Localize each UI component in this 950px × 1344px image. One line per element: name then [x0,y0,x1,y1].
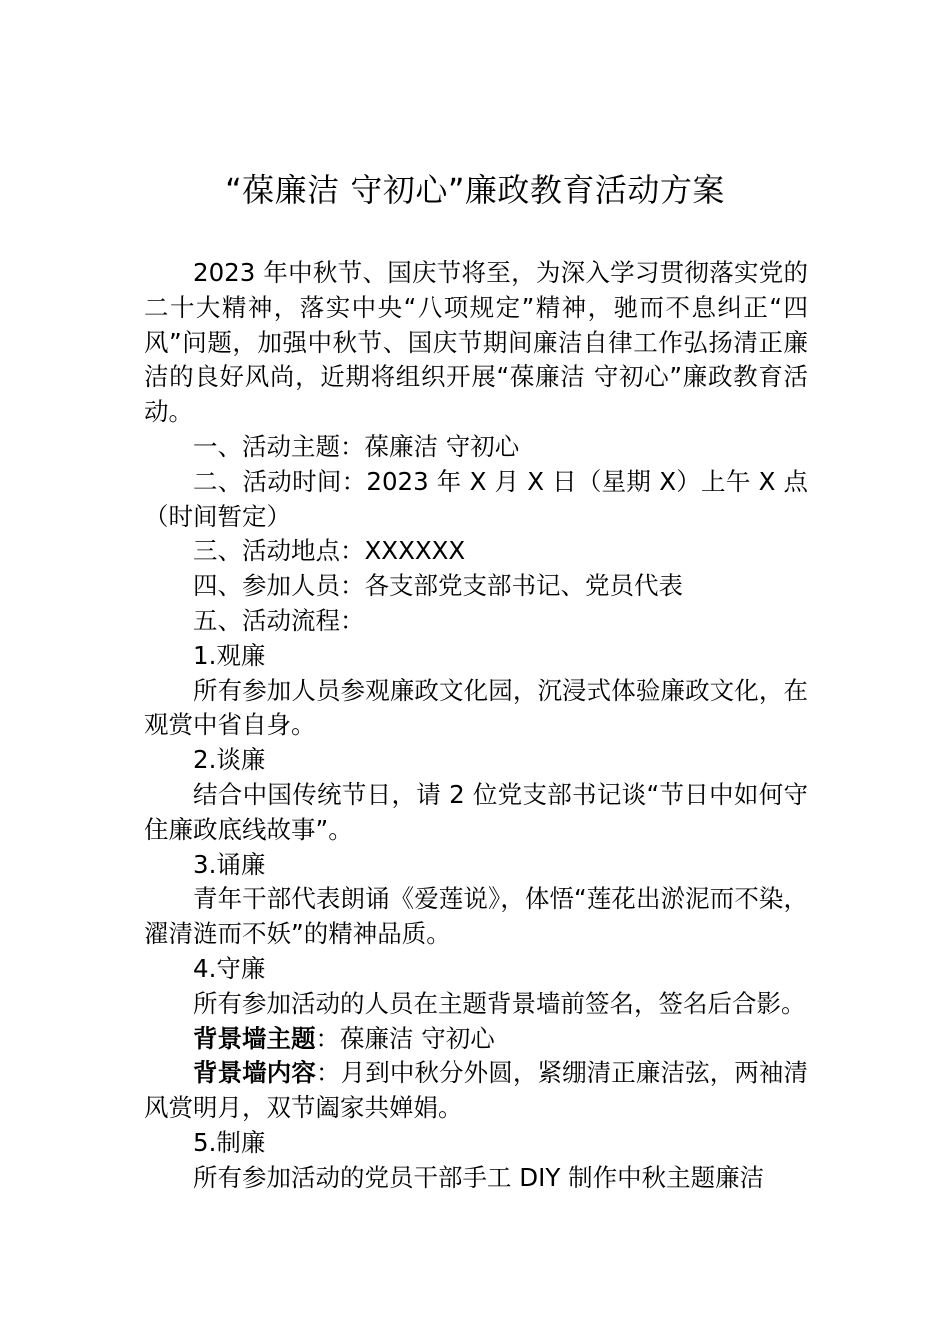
step-3-text: 青年干部代表朗诵《爱莲说》，体悟“莲花出淤泥而不染，濯清涟而不妖”的精神品质。 [144,884,808,949]
step-4-title: 4.守廉 [193,953,266,983]
wall-theme-label: 背景墙主题 [193,1023,316,1053]
activity-participants: 四、参加人员：各支部党支部书记、党员代表 [193,571,683,601]
wall-theme-text: ：葆廉洁 守初心 [315,1023,495,1053]
activity-time: 二、活动时间：2023 年 X 月 X 日（星期 X）上午 X 点（时间暂定） [144,466,808,531]
activity-theme: 一、活动主题：葆廉洁 守初心 [193,431,520,461]
step-4-text: 所有参加活动的人员在主题背景墙前签名，签名后合影。 [193,988,806,1018]
step-5-title: 5.制廉 [193,1127,266,1157]
document-body [144,256,808,1196]
activity-place: 三、活动地点：XXXXXX [193,536,466,566]
wall-content-label: 背景墙内容 [193,1058,317,1088]
wall-content-text: ：月到中秋分外圆，紧绷清正廉洁弦，两袖清风赏明月，双节阖家共婵娟。 [144,1058,809,1123]
intro-paragraph: 2023 年中秋节、国庆节将至，为深入学习贯彻落实党的二十大精神，落实中央“八项规定”精神，驰而不息纠正“四风”问题，加强中秋节、国庆节期间廉洁自律工作弘扬清正廉洁的良好风尚，近期将组织开展“葆廉洁 守初心”廉政教育活动。 [144,258,808,427]
step-3-title: 3.诵廉 [193,849,266,879]
step-1-title: 1.观廉 [193,640,266,670]
step-2-text: 结合中国传统节日，请 2 位党支部书记谈“节日中如何守住廉政底线故事”。 [144,779,808,844]
step-2-title: 2.谈廉 [193,745,266,775]
document-title: “葆廉洁 守初心”廉政教育活动方案 [225,171,725,209]
wall-content-line [144,1056,808,1126]
step-5-text: 所有参加活动的党员干部手工 DIY 制作中秋主题廉洁 [193,1162,765,1192]
step-1-text: 所有参加人员参观廉政文化园，沉浸式体验廉政文化，在观赏中省自身。 [144,675,808,740]
activity-process-heading: 五、活动流程： [193,605,365,635]
wall-theme-line [144,1022,808,1057]
